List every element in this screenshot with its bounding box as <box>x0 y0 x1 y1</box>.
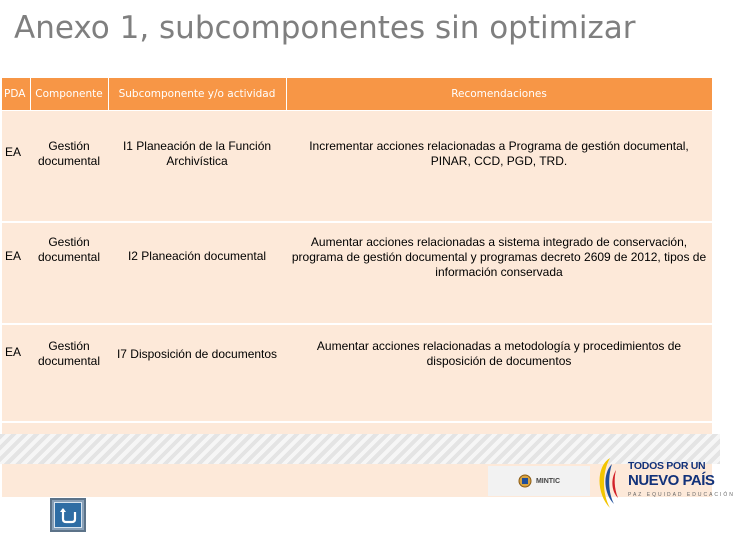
cell-recomendacion: Aumentar acciones relacionadas a sistema integrado de conservación, programa de gestión documental y programas decreto 2609 de 2012, tipos de información conservada <box>286 222 712 324</box>
mintic-logo <box>488 466 590 496</box>
logo-tagline: PAZ EQUIDAD EDUCACIÓN <box>628 492 735 498</box>
government-logo <box>592 448 735 518</box>
slide-title: Anexo 1, subcomponentes sin optimizar <box>14 10 636 46</box>
table-row <box>2 111 712 223</box>
return-arrow-icon <box>54 502 82 528</box>
logo-line-2: NUEVO PAÍS <box>628 472 715 489</box>
flag-swirl-icon <box>592 454 628 514</box>
cell-componente: Gestión documental <box>30 222 108 324</box>
cell-pda: EA <box>2 111 30 223</box>
table-header-row <box>2 78 712 111</box>
cell-pda: EA <box>2 222 30 324</box>
cell-pda: EA <box>2 324 30 422</box>
cell-recomendacion: Aumentar acciones relacionadas a metodología y procedimientos de disposición de documentos <box>286 324 712 422</box>
header-subcomponente: Subcomponente y/o actividad <box>108 78 286 111</box>
cell-subcomponente: I1 Planeación de la Función Archivística <box>108 111 286 223</box>
header-componente: Componente <box>30 78 108 111</box>
logo-line-1: TODOS POR UN <box>628 460 706 472</box>
cell-componente: Gestión documental <box>30 111 108 223</box>
cell-subcomponente: I7 Disposición de documentos <box>108 324 286 422</box>
mintic-label: MINTIC <box>535 477 561 485</box>
coat-of-arms-icon <box>518 474 532 488</box>
table-row <box>2 324 712 422</box>
cell-subcomponente: I2 Planeación documental <box>108 222 286 324</box>
cell-recomendacion: Incrementar acciones relacionadas a Programa de gestión documental, PINAR, CCD, PGD, TRD. <box>286 111 712 223</box>
cell-componente: Gestión documental <box>30 324 108 422</box>
header-pda: PDA <box>2 78 30 111</box>
header-recomendaciones: Recomendaciones <box>286 78 712 111</box>
table-row <box>2 222 712 324</box>
back-button[interactable] <box>50 498 86 532</box>
